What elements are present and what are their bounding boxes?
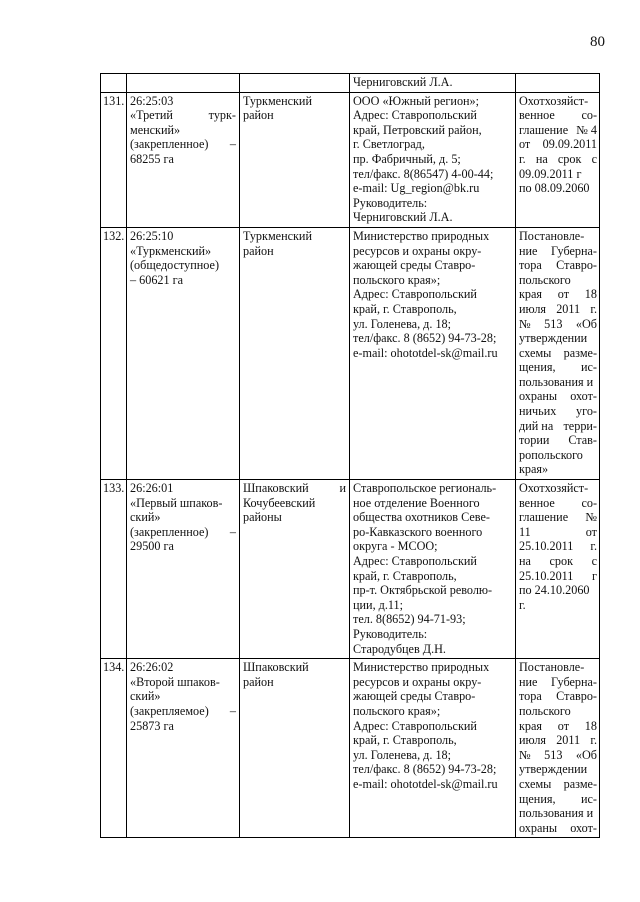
basis-word: тории: [519, 433, 550, 448]
user-line: Министерство природных: [353, 660, 490, 675]
basis-word: дий на: [519, 418, 554, 433]
num-cell: 134.: [101, 659, 127, 838]
basis-word: срок: [549, 554, 574, 568]
user-cell: [350, 659, 516, 838]
table-row: [101, 659, 600, 838]
land-line: 26:26:02: [130, 660, 174, 675]
num-cell: 132.: [101, 227, 127, 479]
basis-word: схемы: [519, 776, 552, 791]
district-line: район: [243, 674, 274, 689]
user-line: польского края»;: [353, 272, 441, 287]
user-line: Адрес: Ставропольский: [353, 554, 477, 568]
user-line: округа - МСОО;: [353, 539, 438, 554]
user-line: ции, д.11;: [353, 597, 404, 612]
basis-line: [519, 317, 597, 332]
basis-line: [519, 525, 597, 540]
land-word: «Третий: [130, 108, 173, 123]
basis-line: [519, 302, 597, 317]
district-cell: [240, 480, 350, 659]
basis-line: [519, 554, 597, 569]
basis-line: [519, 569, 597, 584]
user-line: Адрес: Ставропольский: [353, 108, 477, 123]
land-line: 68255 га: [130, 151, 174, 166]
land-line: ский»: [130, 689, 161, 704]
land-cell: [127, 480, 240, 659]
user-line: г. Светлоград,: [353, 137, 425, 152]
basis-line: [519, 792, 597, 807]
basis-word: от: [557, 287, 570, 302]
basis-word: Став-: [568, 433, 597, 448]
basis-word: от: [557, 718, 570, 733]
land-line: ский»: [130, 510, 161, 525]
num-cell: 131.: [101, 92, 127, 227]
basis-word: 513: [544, 747, 563, 762]
basis-word: щения,: [519, 360, 556, 375]
basis-line: [519, 389, 597, 404]
basis-line: [519, 510, 597, 525]
basis-word: ние: [519, 243, 538, 258]
land-line: 25873 га: [130, 718, 174, 733]
basis-word: ничьих: [519, 404, 557, 419]
basis-word: «Об: [575, 316, 597, 331]
land-line: [130, 704, 236, 719]
basis-word: г: [592, 568, 597, 583]
user-line: край, г. Ставрополь,: [353, 568, 457, 583]
user-cell: [350, 227, 516, 479]
basis-word: ние: [519, 674, 538, 689]
user-line: e-mail: ohototdel-sk@mail.ru: [353, 776, 498, 791]
user-line: Министерство природных: [353, 228, 490, 243]
basis-word: 513: [544, 316, 563, 331]
district-cell: [240, 74, 350, 93]
user-line: ООО «Южный регион»;: [353, 93, 480, 108]
land-line: [130, 137, 236, 152]
land-cell: [127, 74, 240, 93]
user-line: общества охотников Севе-: [353, 510, 490, 525]
basis-word: Губерна-: [550, 243, 597, 258]
user-line: пр. Фабричный, д. 5;: [353, 151, 461, 166]
basis-word: тора: [519, 258, 542, 273]
basis-word: щения,: [519, 791, 556, 806]
basis-line: Постановле-: [519, 660, 585, 675]
basis-word: 25.10.2011: [519, 568, 574, 583]
land-word: –: [229, 524, 236, 539]
district-line: [243, 481, 346, 496]
basis-word: Ставро-: [556, 689, 597, 704]
basis-cell: [516, 74, 600, 93]
land-line: (общедоступное): [130, 258, 220, 273]
basis-word: глашение: [519, 510, 569, 525]
basis-word: г.: [590, 539, 597, 554]
land-line: 26:26:01: [130, 481, 174, 496]
basis-cell: [516, 659, 600, 838]
basis-word: 11: [519, 524, 531, 539]
basis-line: Постановле-: [519, 228, 585, 243]
basis-line: 09.09.2011 г: [519, 166, 582, 181]
user-line: ро-Кавказского военного: [353, 524, 483, 539]
basis-word: Ставро-: [556, 258, 597, 273]
num-cell: 133.: [101, 480, 127, 659]
land-line: [130, 525, 236, 540]
land-line: [130, 108, 236, 123]
basis-word: разме-: [563, 345, 597, 360]
basis-word: № 4: [576, 122, 597, 137]
user-line: тел. 8(8652) 94-71-93;: [353, 612, 466, 627]
user-line: e-mail: Ug_region@bk.ru: [353, 181, 480, 196]
basis-word: «Об: [575, 747, 597, 762]
basis-word: г.: [590, 301, 597, 316]
land-line: «Туркменский»: [130, 243, 212, 258]
basis-line: [519, 733, 597, 748]
land-cell: [127, 659, 240, 838]
basis-word: со-: [581, 495, 597, 510]
table-row: [101, 92, 600, 227]
basis-word: охот-: [570, 389, 597, 404]
basis-line: пользования и: [519, 374, 594, 389]
user-cell: [350, 74, 516, 93]
basis-word: охот-: [570, 820, 597, 835]
land-cell: [127, 92, 240, 227]
basis-line: пользования и: [519, 806, 594, 821]
basis-word: от: [519, 137, 531, 152]
basis-line: [519, 360, 597, 375]
basis-line: [519, 404, 597, 419]
basis-line: [519, 152, 597, 167]
basis-line: [519, 496, 597, 511]
land-line: – 60621 га: [130, 272, 184, 287]
district-word: и: [339, 481, 346, 496]
user-line: Адрес: Ставропольский: [353, 287, 477, 302]
basis-line: по 24.10.2060: [519, 583, 590, 598]
land-word: –: [229, 137, 236, 152]
basis-line: [519, 719, 597, 734]
basis-line: [519, 748, 597, 763]
user-line: край, г. Ставрополь,: [353, 301, 457, 316]
table-row: [101, 480, 600, 659]
district-line: Туркменский: [243, 93, 312, 108]
basis-line: Охотхозяйст-: [519, 481, 589, 496]
basis-word: уго-: [576, 404, 597, 419]
basis-word: №: [585, 510, 597, 525]
user-line: тел/факс. 8 (8652) 94-73-28;: [353, 762, 497, 777]
basis-word: от: [585, 524, 597, 539]
basis-word: июля: [519, 301, 547, 316]
user-cell: [350, 480, 516, 659]
district-line: Кочубеевский: [243, 495, 316, 510]
basis-word: разме-: [563, 776, 597, 791]
basis-line: польского: [519, 703, 571, 718]
basis-line: [519, 689, 597, 704]
land-word: (закрепленное): [130, 137, 209, 152]
user-line: ул. Голенева, д. 18;: [353, 316, 452, 331]
basis-line: [519, 244, 597, 259]
basis-line: [519, 539, 597, 554]
basis-line: по 08.09.2060: [519, 181, 590, 196]
user-line: жающей среды Ставро-: [353, 258, 476, 273]
user-line: край, Петровский район,: [353, 122, 482, 137]
basis-line: [519, 675, 597, 690]
basis-word: тора: [519, 689, 542, 704]
basis-line: [519, 258, 597, 273]
user-line: Ставропольское региональ-: [353, 481, 497, 496]
basis-line: [519, 137, 597, 152]
user-line: польского края»;: [353, 703, 441, 718]
district-line: Туркменский: [243, 228, 312, 243]
district-line: район: [243, 108, 274, 123]
basis-cell: [516, 480, 600, 659]
land-cell: [127, 227, 240, 479]
basis-word: 2011: [556, 733, 581, 748]
basis-word: глашение: [519, 122, 569, 137]
basis-cell: [516, 92, 600, 227]
basis-word: с: [591, 151, 597, 166]
basis-word: 09.09.2011: [542, 137, 597, 152]
district-line: Шпаковский: [243, 660, 309, 675]
basis-line: [519, 108, 597, 123]
district-line: район: [243, 243, 274, 258]
basis-word: края: [519, 718, 543, 733]
basis-word: 2011: [556, 301, 581, 316]
district-word: Шпаковский: [243, 481, 309, 496]
basis-word: ис-: [581, 791, 597, 806]
land-line: «Первый шпаков-: [130, 495, 223, 510]
user-line: пр-т. Октябрьской револю-: [353, 583, 493, 598]
user-line: край, г. Ставрополь,: [353, 733, 457, 748]
basis-word: со-: [581, 108, 597, 123]
basis-word: №: [519, 747, 531, 762]
land-line: 26:25:03: [130, 93, 174, 108]
basis-word: терри-: [563, 418, 597, 433]
user-line: ное отделение Военного: [353, 495, 480, 510]
basis-word: г.: [590, 733, 597, 748]
user-line: ул. Голенева, д. 18;: [353, 747, 452, 762]
basis-word: г.: [519, 151, 526, 166]
basis-line: края»: [519, 462, 549, 477]
page-number: 80: [590, 34, 605, 50]
basis-word: срок: [557, 151, 582, 166]
basis-word: №: [519, 316, 531, 331]
user-line: жающей среды Ставро-: [353, 689, 476, 704]
land-line: «Второй шпаков-: [130, 674, 220, 689]
basis-word: на: [519, 554, 531, 568]
land-line: 29500 га: [130, 539, 174, 554]
basis-cell: [516, 227, 600, 479]
basis-line: [519, 287, 597, 302]
land-word: (закрепляемое): [130, 703, 209, 718]
basis-word: 18: [584, 718, 597, 733]
basis-line: утверждении: [519, 331, 588, 346]
basis-word: ис-: [581, 360, 597, 375]
land-line: 26:25:10: [130, 228, 174, 243]
basis-word: венное: [519, 495, 555, 510]
continuation-row: [101, 74, 600, 93]
land-line: менский»: [130, 122, 181, 137]
hunting-grounds-table: [100, 73, 600, 838]
basis-word: Губерна-: [550, 674, 597, 689]
basis-word: края: [519, 287, 543, 302]
user-line: ресурсов и охраны окру-: [353, 674, 482, 689]
basis-word: схемы: [519, 345, 552, 360]
basis-line: [519, 419, 597, 434]
basis-line: [519, 346, 597, 361]
user-line: Руководитель:: [353, 195, 428, 210]
user-cell: [350, 92, 516, 227]
table-row: [101, 227, 600, 479]
land-word: турк-: [208, 108, 236, 123]
basis-word: с: [591, 554, 597, 568]
district-cell: [240, 227, 350, 479]
user-line: тел/факс. 8(86547) 4-00-44;: [353, 166, 494, 181]
district-cell: [240, 659, 350, 838]
user-line: Адрес: Ставропольский: [353, 718, 477, 733]
basis-line: [519, 777, 597, 792]
land-word: –: [229, 703, 236, 718]
user-line: тел/факс. 8 (8652) 94-73-28;: [353, 331, 497, 346]
user-line: Стародубцев Д.Н.: [353, 641, 446, 656]
basis-line: утверждении: [519, 762, 588, 777]
basis-line: [519, 123, 597, 138]
basis-word: венное: [519, 108, 555, 123]
user-line: Черниговский Л.А.: [353, 210, 453, 225]
basis-line: г.: [519, 597, 526, 612]
user-line: ресурсов и охраны окру-: [353, 243, 482, 258]
land-word: (закрепленное): [130, 524, 209, 539]
basis-word: 18: [584, 287, 597, 302]
num-cell: [101, 74, 127, 93]
basis-word: июля: [519, 733, 547, 748]
user-line: e-mail: ohototdel-sk@mail.ru: [353, 345, 498, 360]
basis-line: польского: [519, 272, 571, 287]
contact-tail: Черниговский Л.А.: [353, 75, 453, 89]
basis-word: охраны: [519, 389, 558, 404]
basis-word: 25.10.2011: [519, 539, 574, 554]
basis-line: [519, 821, 597, 836]
basis-word: охраны: [519, 820, 558, 835]
district-cell: [240, 92, 350, 227]
district-line: районы: [243, 510, 282, 525]
user-line: Руководитель:: [353, 626, 428, 641]
basis-line: Охотхозяйст-: [519, 93, 589, 108]
basis-line: [519, 433, 597, 448]
basis-word: на: [535, 151, 548, 166]
basis-line: ропольского: [519, 447, 583, 462]
